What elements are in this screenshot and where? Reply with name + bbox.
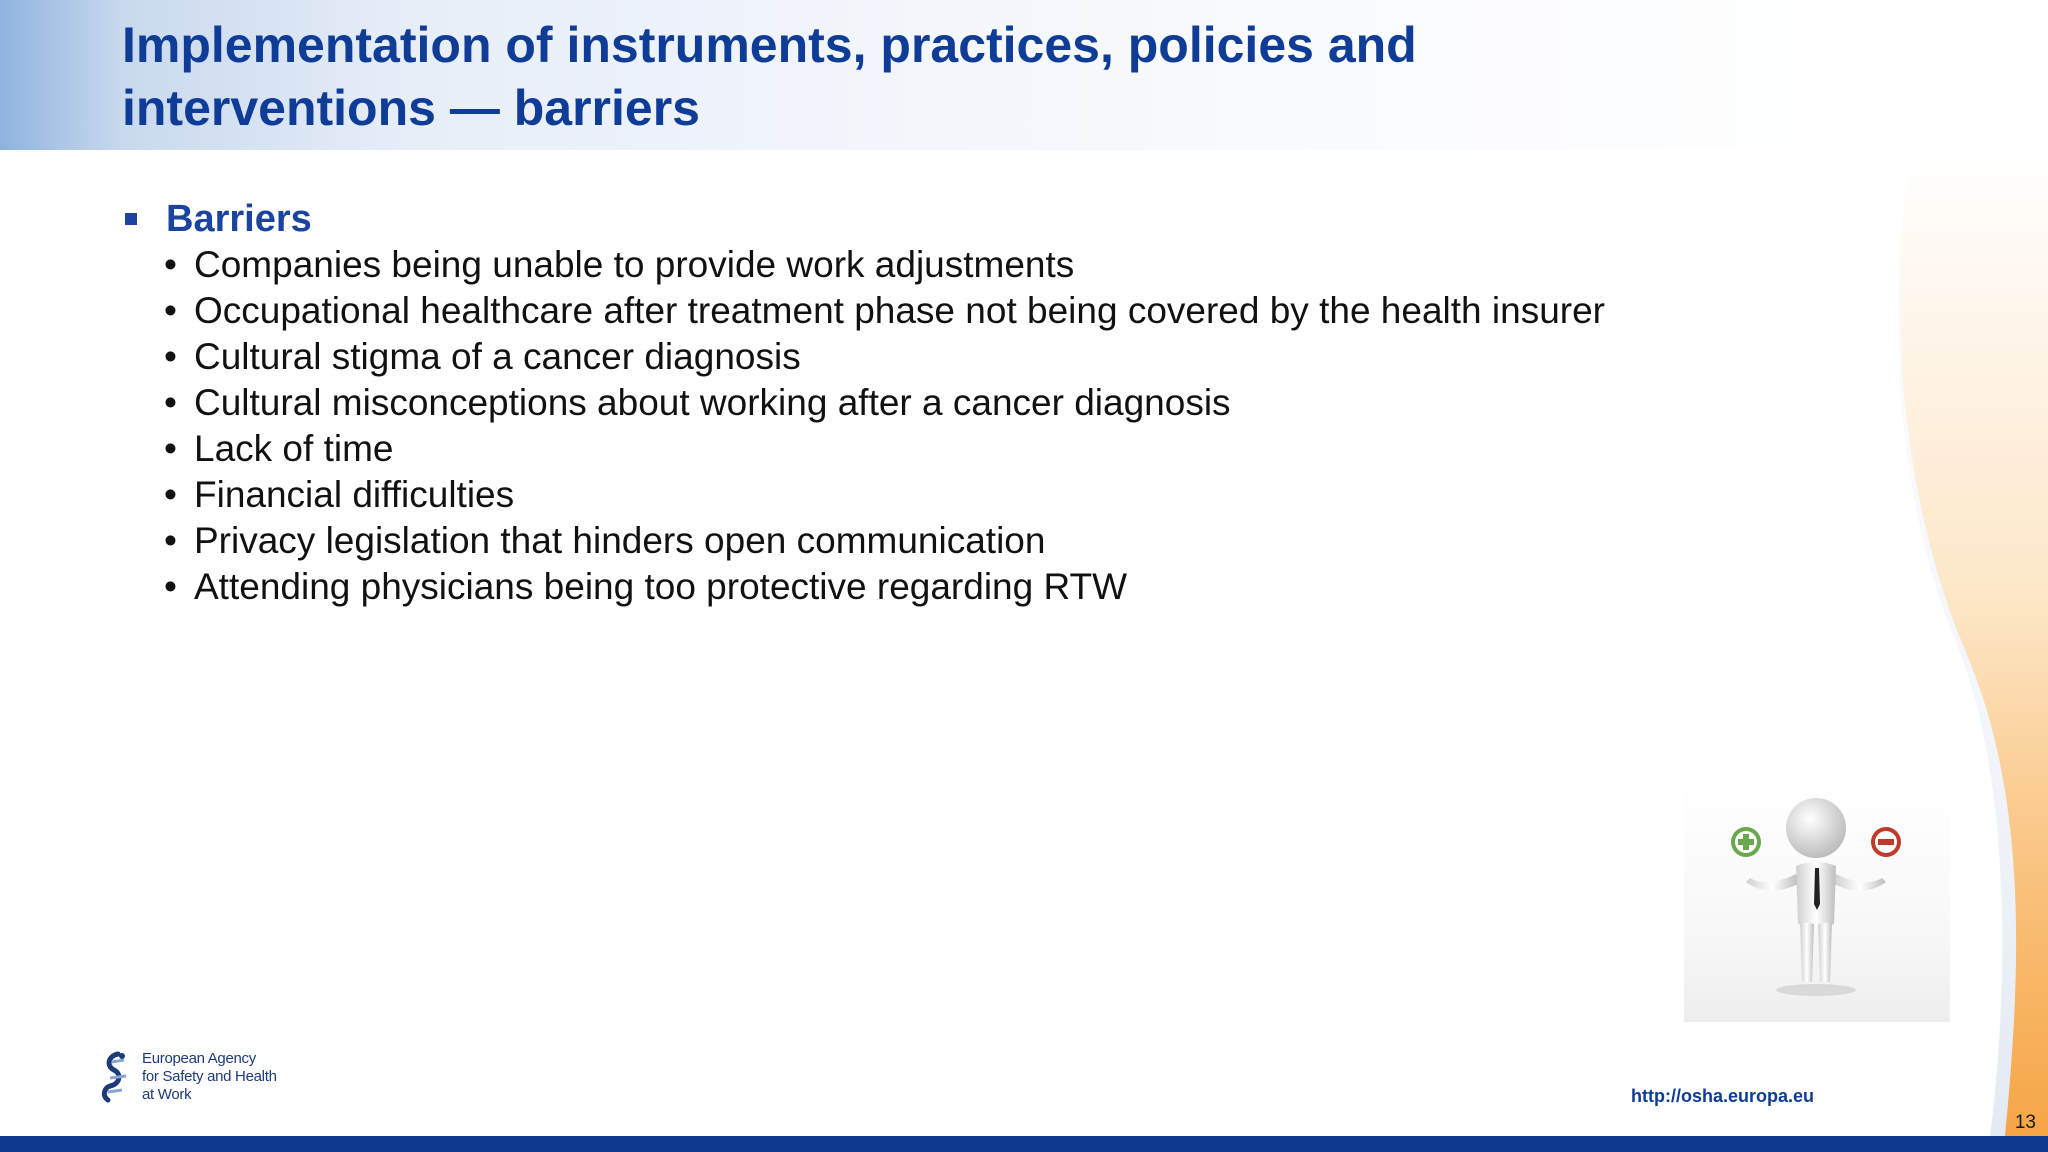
bullet-dot-icon: • [164,244,177,285]
page-number: 13 [2014,1112,2036,1133]
bullet-dot-icon: • [164,382,177,423]
website-link[interactable]: http://osha.europa.eu [1630,1086,1814,1106]
list-item-text: Cultural misconceptions about working after a cancer diagnosis [194,382,1231,423]
list-item-text: Attending physicians being too protective regarding RTW [194,566,1128,607]
list-item-text: Companies being unable to provide work adjustments [194,244,1075,285]
page-title: Implementation of instruments, practices, policies and interventions — barriers [122,17,1417,136]
logo-line: at Work [142,1086,192,1103]
list-item [164,242,1822,288]
list-item [164,380,1822,426]
bullet-dot-icon: • [164,336,177,377]
list-item [164,334,1822,380]
list-item-text: Occupational healthcare after treatment phase not being covered by the health insurer [194,290,1605,331]
list-item [164,288,1822,334]
agency-logo [98,1048,298,1112]
list-item [164,472,1822,518]
list-item-text: Lack of time [194,428,394,469]
list-item-text: Privacy legislation that hinders open communication [194,520,1046,561]
balance-figure-image [1684,782,1950,1022]
logo-line: European Agency [142,1050,256,1067]
agency-logo-icon [98,1048,138,1112]
list-item [164,564,1822,610]
square-bullet-icon [125,213,137,225]
bullet-dot-icon: • [164,428,177,469]
minus-icon [1871,827,1901,857]
logo-line: for Safety and Health [142,1068,277,1085]
bullet-dot-icon: • [164,290,177,331]
bullet-dot-icon: • [164,474,177,515]
footer-bar [0,1136,2048,1152]
heading-text: Barriers [166,198,312,240]
plus-icon [1731,827,1761,857]
list-item-text: Cultural stigma of a cancer diagnosis [194,336,801,377]
bullet-dot-icon: • [164,520,177,561]
list-item [164,518,1822,564]
list-item-text: Financial difficulties [194,474,515,515]
bullet-list [122,242,1822,610]
content-area [122,196,1822,610]
bullet-dot-icon: • [164,566,177,607]
bullet-heading [122,196,1822,242]
list-item [164,426,1822,472]
